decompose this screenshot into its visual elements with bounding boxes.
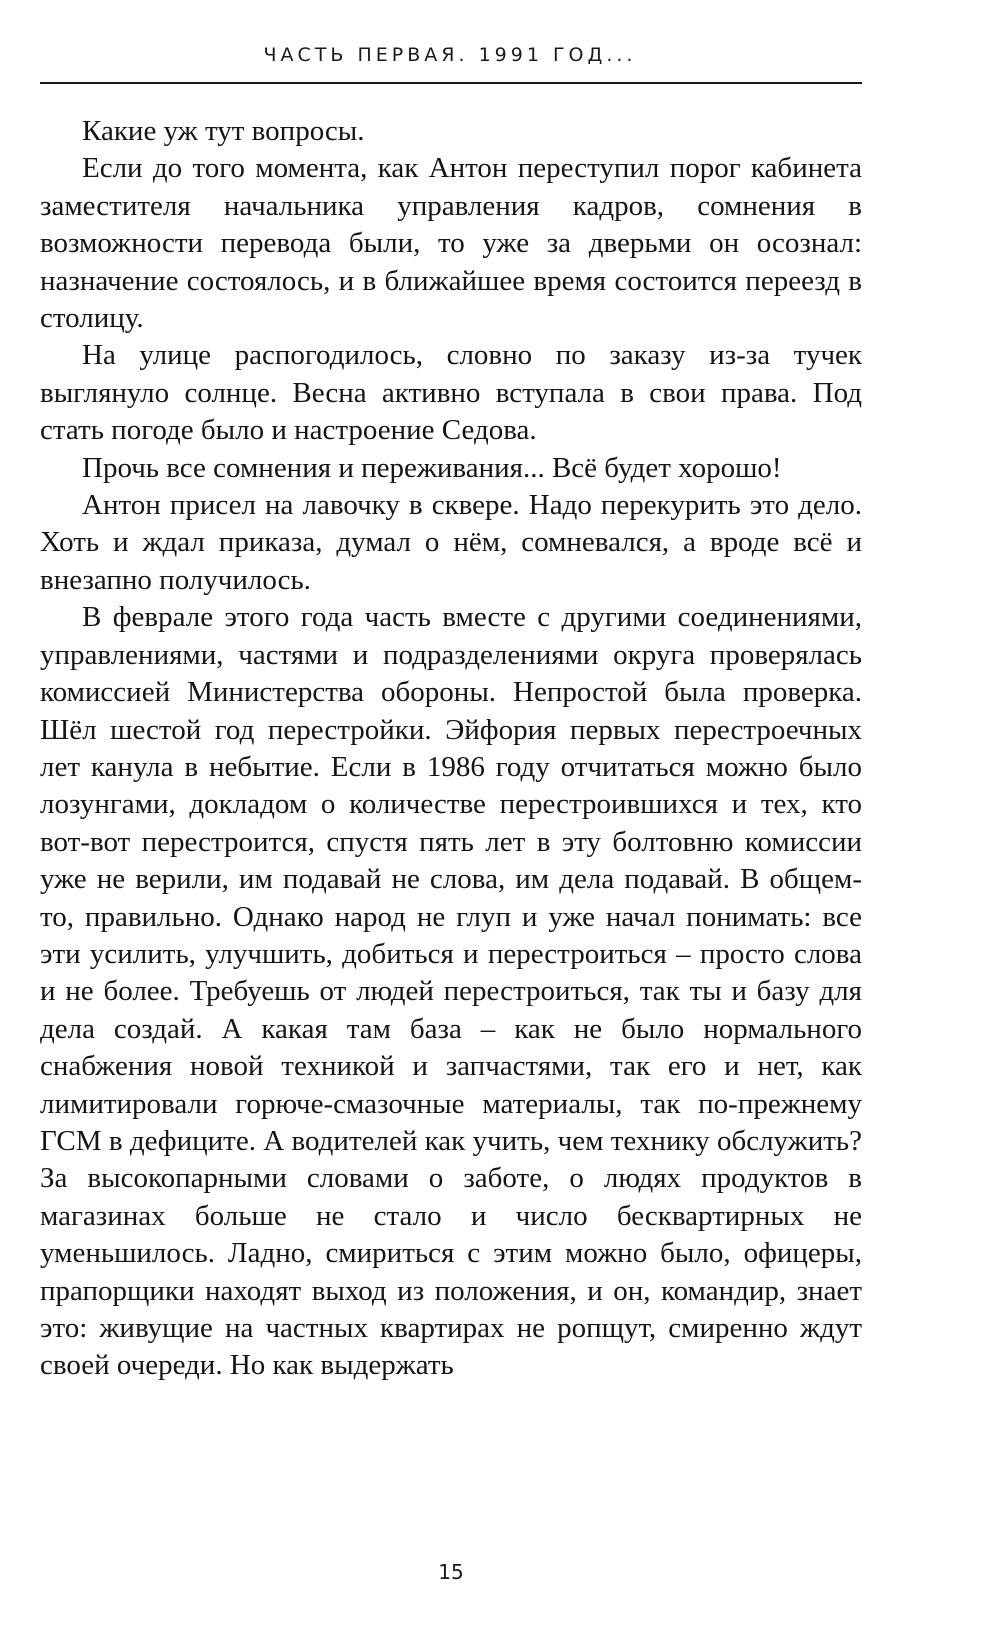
paragraph: Антон присел на лавочку в сквере. Надо перекурить это дело. Хоть и ждал приказа, думал о нём, сомневался, а вроде всё и внезапно получилось. xyxy=(40,489,862,596)
paragraph: Если до того момента, как Антон переступил порог кабинета заместителя начальника управления кадров, сомнения в возможности перевода были, то уже за дверьми он осознал: назначение состоялось, и в ближайшее время состоится переезд в столицу. xyxy=(40,152,862,335)
paragraph: На улице распогодилось, словно по заказу из-за тучек выглянуло солнце. Весна активно вступала в свои права. Под стать погоде было и настроение Седова. xyxy=(40,339,862,447)
paragraph: Какие уж тут вопросы. xyxy=(82,115,365,147)
page-number: 15 xyxy=(438,1560,464,1584)
paragraph: Прочь все сомнения и переживания... Всё будет хорошо! xyxy=(82,451,782,484)
paragraph: В феврале этого года часть вместе с другими соединениями, управлениями, частями и подразделениями округа проверялась комиссией Министерства обороны. Непростой была проверка. Шёл шестой год перестройки. Эйфория первых перестроечных лет канула в небытие. Если в 1986 году отчитаться можно было лозунгами, докладом о количестве перестроившихся и тех, кто вот-вот перестроится, спустя пять лет в эту болтовню комиссии уже не верили, им подавай не слова, им дела подавай. В общем-то, правильно. Однако народ не глуп и уже начал понимать: все эти усилить, улучшить, добиться и перестроиться – просто слова и не более. Требуешь от людей перестроиться, так ты и базу для дела создай. А какая там база – как не было нормального снабжения новой техникой и запчастями, так его и нет, как лимитировали горюче-смазочные материалы, так по-прежнему ГСМ в дефиците. А водителей как учить, чем технику обслужить? За высокопарными словами о заботе, о людях продуктов в магазинах больше не стало и число бесквартирных не уменьшилось. Ладно, смириться с этим можно было, офицеры, прапорщики находят выход из положения, и он, командир, знает это: живущие на частных квартирах не ропщут, смиренно ждут своей очереди. Но как выдержать xyxy=(40,601,862,1382)
header-rule xyxy=(40,82,862,84)
body-text xyxy=(40,113,862,1385)
running-header: ЧАСТЬ ПЕРВАЯ. 1991 ГОД... xyxy=(263,44,637,66)
